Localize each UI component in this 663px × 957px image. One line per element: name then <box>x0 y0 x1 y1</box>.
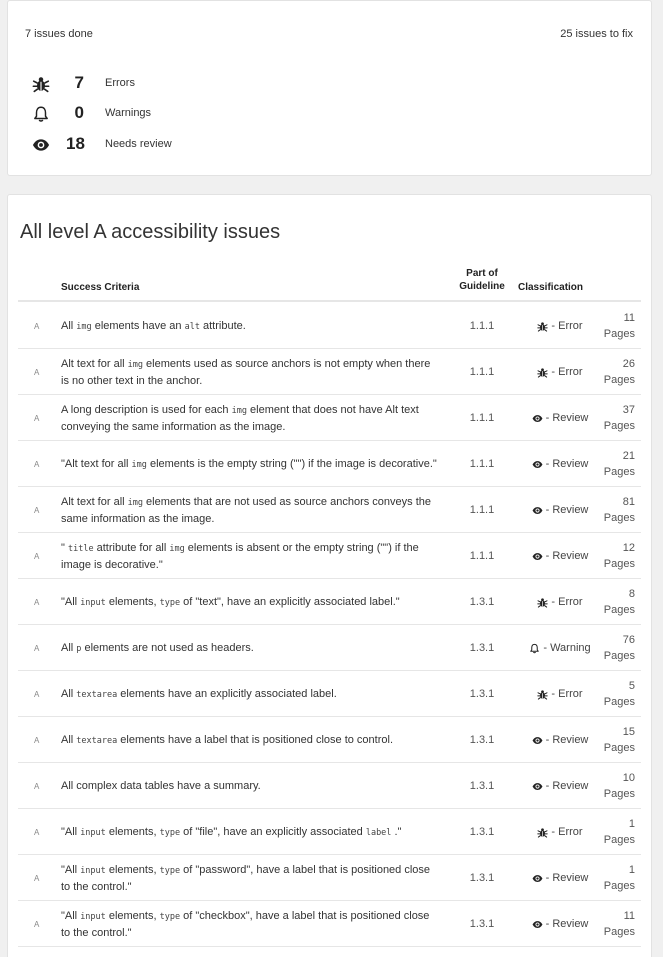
eye-icon <box>532 459 543 470</box>
pages-count-link[interactable] <box>595 809 635 855</box>
table-row[interactable] <box>18 901 641 947</box>
success-criteria-cell <box>61 717 441 763</box>
criteria-text: ." <box>391 825 402 838</box>
table-row[interactable] <box>18 763 641 809</box>
level-badge: A <box>34 827 40 837</box>
pages-count-link[interactable] <box>595 441 635 487</box>
errors-count: 7 <box>74 73 84 92</box>
pages-count: 10 <box>622 772 635 784</box>
success-criteria-cell <box>61 441 441 487</box>
success-criteria-cell <box>61 901 441 947</box>
classification-cell <box>515 395 605 441</box>
criteria-text: "All <box>61 909 81 922</box>
criteria-text: Alt text for all <box>61 495 128 508</box>
table-row[interactable] <box>18 303 641 349</box>
criteria-text: All <box>61 319 77 332</box>
code-token: type <box>159 911 181 922</box>
pages-count: 1 <box>628 818 635 830</box>
header-guideline-line2: Guideline <box>459 281 505 292</box>
warnings-label: Warnings <box>105 107 152 119</box>
table-row[interactable] <box>18 441 641 487</box>
eye-icon <box>532 413 543 424</box>
pages-count: 76 <box>622 634 635 646</box>
pages-unit: Pages <box>603 466 635 478</box>
guideline-cell: 1.3.1 <box>469 596 495 608</box>
code-token: img <box>131 459 147 470</box>
classification-label: - Error <box>551 366 583 378</box>
pages-count: 15 <box>622 726 635 738</box>
pages-count-link[interactable] <box>595 579 635 625</box>
classification-cell <box>515 901 605 947</box>
needs-review-label: Needs review <box>105 138 172 150</box>
classification-label: - Review <box>545 734 589 746</box>
pages-count: 1 <box>628 864 635 876</box>
pages-unit: Pages <box>603 604 635 616</box>
classification-cell <box>515 625 605 671</box>
level-badge: A <box>34 551 40 561</box>
eye-icon <box>532 505 543 516</box>
pages-count: 11 <box>623 910 635 922</box>
criteria-text: "All <box>61 863 81 876</box>
classification-cell <box>515 579 605 625</box>
pages-unit: Pages <box>603 558 635 570</box>
classification-cell <box>515 487 605 533</box>
bug-icon <box>537 597 548 608</box>
criteria-text: "All <box>61 595 81 608</box>
classification-label: - Review <box>545 780 589 792</box>
classification-cell <box>515 303 605 349</box>
level-badge: A <box>34 413 40 423</box>
errors-label: Errors <box>105 77 135 89</box>
classification-label: - Error <box>551 320 583 332</box>
criteria-text: elements, <box>105 825 160 838</box>
classification-cell <box>515 809 605 855</box>
classification-cell <box>515 671 605 717</box>
classification-label: - Review <box>545 918 589 930</box>
criteria-text: elements is the empty string ("") if the image is decorative." <box>146 457 437 470</box>
pages-count: 81 <box>622 496 635 508</box>
classification-label: - Error <box>551 596 583 608</box>
issues-card <box>7 194 652 957</box>
pages-unit: Pages <box>603 328 635 340</box>
code-token: img <box>76 321 92 332</box>
guideline-cell: 1.1.1 <box>469 412 495 424</box>
bug-icon <box>537 827 548 838</box>
guideline-cell: 1.3.1 <box>469 826 495 838</box>
success-criteria-cell <box>61 579 441 625</box>
pages-unit: Pages <box>603 788 635 800</box>
table-row[interactable] <box>18 487 641 533</box>
guideline-cell: 1.1.1 <box>469 458 495 470</box>
criteria-text: elements, <box>105 909 160 922</box>
pages-count-link[interactable] <box>595 395 635 441</box>
level-badge: A <box>34 505 40 515</box>
guideline-cell: 1.3.1 <box>469 734 495 746</box>
criteria-text: All complex data tables have a summary. <box>61 780 261 792</box>
eye-icon <box>532 919 543 930</box>
code-token: input <box>80 827 106 838</box>
guideline-cell: 1.3.1 <box>469 688 495 700</box>
classification-label: - Review <box>545 458 589 470</box>
success-criteria-cell <box>61 625 441 671</box>
table-row[interactable] <box>18 533 641 579</box>
level-badge: A <box>34 781 40 791</box>
criteria-text: of "checkbox", have a label that is positioned close to the control." <box>61 909 430 939</box>
eye-icon <box>532 873 543 884</box>
header-guideline-line1: Part of <box>466 268 498 279</box>
criteria-text: elements that are not used as source anchors conveys the same information as the image. <box>61 495 431 525</box>
pages-count-link[interactable] <box>595 717 635 763</box>
classification-label: - Error <box>551 826 583 838</box>
criteria-text: elements have a label that is positioned close to control. <box>117 733 394 746</box>
success-criteria-cell <box>61 487 441 533</box>
pages-count-link[interactable] <box>595 533 635 579</box>
success-criteria-cell <box>61 395 441 441</box>
classification-label: - Warning <box>543 642 591 654</box>
pages-count-link[interactable] <box>595 855 635 901</box>
code-token: type <box>159 865 181 876</box>
classification-cell <box>515 349 605 395</box>
level-badge: A <box>34 689 40 699</box>
pages-count: 37 <box>622 404 635 416</box>
pages-count: 8 <box>628 588 635 600</box>
criteria-text: elements used as source anchors is not empty when there is no other text in the anchor. <box>61 357 431 387</box>
success-criteria-cell <box>61 349 441 395</box>
code-token: type <box>159 597 181 608</box>
pages-unit: Pages <box>603 696 635 708</box>
pages-count: 21 <box>622 450 635 462</box>
pages-unit: Pages <box>603 742 635 754</box>
needs-review-stat[interactable] <box>32 134 332 156</box>
issues-done-label: 7 issues done <box>25 28 93 40</box>
criteria-text: elements, <box>105 863 160 876</box>
guideline-cell: 1.1.1 <box>469 504 495 516</box>
criteria-text: of "text", have an explicitly associated label." <box>180 595 400 608</box>
pages-unit: Pages <box>603 834 635 846</box>
table-row[interactable] <box>18 717 641 763</box>
classification-label: - Review <box>545 504 589 516</box>
level-badge: A <box>34 643 40 653</box>
guideline-cell: 1.1.1 <box>469 550 495 562</box>
criteria-text: attribute for all <box>93 541 170 554</box>
guideline-cell: 1.1.1 <box>469 320 495 332</box>
criteria-text: A long description is used for each <box>61 403 232 416</box>
bell-icon <box>529 643 540 654</box>
pages-count-link[interactable] <box>595 303 635 349</box>
criteria-text: All <box>61 687 77 700</box>
pages-unit: Pages <box>603 512 635 524</box>
issues-to-fix-label: 25 issues to fix <box>560 28 633 40</box>
code-token: alt <box>184 321 200 332</box>
pages-count: 26 <box>622 358 635 370</box>
criteria-text: elements is absent or the empty string ("") if the image is decorative." <box>61 541 419 571</box>
success-criteria-cell <box>61 671 441 717</box>
warnings-stat[interactable] <box>32 103 332 125</box>
success-criteria-cell <box>61 855 441 901</box>
warnings-count: 0 <box>74 103 84 122</box>
eye-icon <box>532 735 543 746</box>
eye-icon <box>532 781 543 792</box>
guideline-cell: 1.3.1 <box>469 918 495 930</box>
level-badge: A <box>34 321 40 331</box>
pages-count-link[interactable] <box>595 625 635 671</box>
table-row[interactable] <box>18 855 641 901</box>
guideline-cell: 1.3.1 <box>469 642 495 654</box>
code-token: input <box>80 911 106 922</box>
table-row[interactable] <box>18 671 641 717</box>
criteria-text: elements are not used as headers. <box>81 641 254 654</box>
code-token: textarea <box>76 689 118 700</box>
criteria-text: elements, <box>105 595 160 608</box>
criteria-text: "All <box>61 825 81 838</box>
issues-table-body <box>18 303 641 947</box>
pages-unit: Pages <box>603 374 635 386</box>
pages-count-link[interactable] <box>595 349 635 395</box>
classification-label: - Review <box>545 872 589 884</box>
errors-stat[interactable] <box>32 73 332 95</box>
bug-icon <box>537 367 548 378</box>
pages-unit: Pages <box>603 880 635 892</box>
bug-icon <box>32 75 50 93</box>
level-badge: A <box>34 597 40 607</box>
pages-count-link[interactable] <box>595 487 635 533</box>
bug-icon <box>537 689 548 700</box>
code-token: label <box>365 827 392 838</box>
code-token: img <box>169 543 185 554</box>
table-row[interactable] <box>18 349 641 395</box>
code-token: textarea <box>76 735 118 746</box>
header-classification[interactable]: Classification <box>518 282 584 293</box>
pages-count-link[interactable] <box>595 901 635 947</box>
criteria-text: element that does not have Alt text conveying the same information as the image. <box>61 403 419 433</box>
pages-count-link[interactable] <box>595 763 635 809</box>
pages-count: 12 <box>622 542 635 554</box>
success-criteria-cell <box>61 303 441 349</box>
eye-icon <box>532 551 543 562</box>
header-guideline[interactable] <box>450 267 514 293</box>
level-badge: A <box>34 459 40 469</box>
level-badge: A <box>34 735 40 745</box>
criteria-text: Alt text for all <box>61 357 128 370</box>
code-token: img <box>231 405 247 416</box>
table-row[interactable] <box>18 625 641 671</box>
code-token: input <box>80 865 106 876</box>
criteria-text: " <box>61 541 68 554</box>
criteria-text: elements have an explicitly associated label. <box>117 687 337 700</box>
classification-cell <box>515 717 605 763</box>
guideline-cell: 1.1.1 <box>469 366 495 378</box>
criteria-text: of "password", have a label that is positioned close to the control." <box>61 863 431 893</box>
classification-cell <box>515 855 605 901</box>
criteria-text: All <box>61 641 77 654</box>
table-row[interactable] <box>18 809 641 855</box>
table-header <box>18 265 641 302</box>
level-badge: A <box>34 367 40 377</box>
classification-label: - Review <box>545 412 589 424</box>
classification-cell <box>515 533 605 579</box>
success-criteria-cell <box>61 763 441 809</box>
eye-icon <box>32 136 50 154</box>
code-token: p <box>76 643 82 654</box>
level-badge: A <box>34 873 40 883</box>
pages-count: 11 <box>623 312 635 324</box>
pages-count: 5 <box>628 680 635 692</box>
summary-card <box>7 0 652 176</box>
success-criteria-cell <box>61 533 441 579</box>
code-token: title <box>67 543 94 554</box>
bell-icon <box>32 105 50 123</box>
summary-progress <box>25 28 633 40</box>
criteria-text: elements have an <box>91 319 185 332</box>
guideline-cell: 1.3.1 <box>469 780 495 792</box>
code-token: type <box>159 827 181 838</box>
guideline-cell: 1.3.1 <box>469 872 495 884</box>
classification-cell <box>515 763 605 809</box>
level-badge: A <box>34 919 40 929</box>
criteria-text: of "file", have an explicitly associated <box>180 825 366 838</box>
code-token: img <box>127 497 143 508</box>
issues-title: All level A accessibility issues <box>20 221 281 243</box>
classification-label: - Review <box>545 550 589 562</box>
classification-label: - Error <box>551 688 583 700</box>
pages-unit: Pages <box>603 926 635 938</box>
classification-cell <box>515 441 605 487</box>
table-row[interactable] <box>18 579 641 625</box>
header-success-criteria[interactable]: Success Criteria <box>61 282 140 293</box>
criteria-text: attribute. <box>199 319 246 332</box>
code-token: img <box>127 359 143 370</box>
success-criteria-cell <box>61 809 441 855</box>
pages-unit: Pages <box>603 650 635 662</box>
criteria-text: "Alt text for all <box>61 457 132 470</box>
pages-count-link[interactable] <box>595 671 635 717</box>
table-row[interactable] <box>18 395 641 441</box>
bug-icon <box>537 321 548 332</box>
pages-unit: Pages <box>603 420 635 432</box>
criteria-text: All <box>61 733 77 746</box>
needs-review-count: 18 <box>66 134 85 153</box>
code-token: input <box>80 597 106 608</box>
